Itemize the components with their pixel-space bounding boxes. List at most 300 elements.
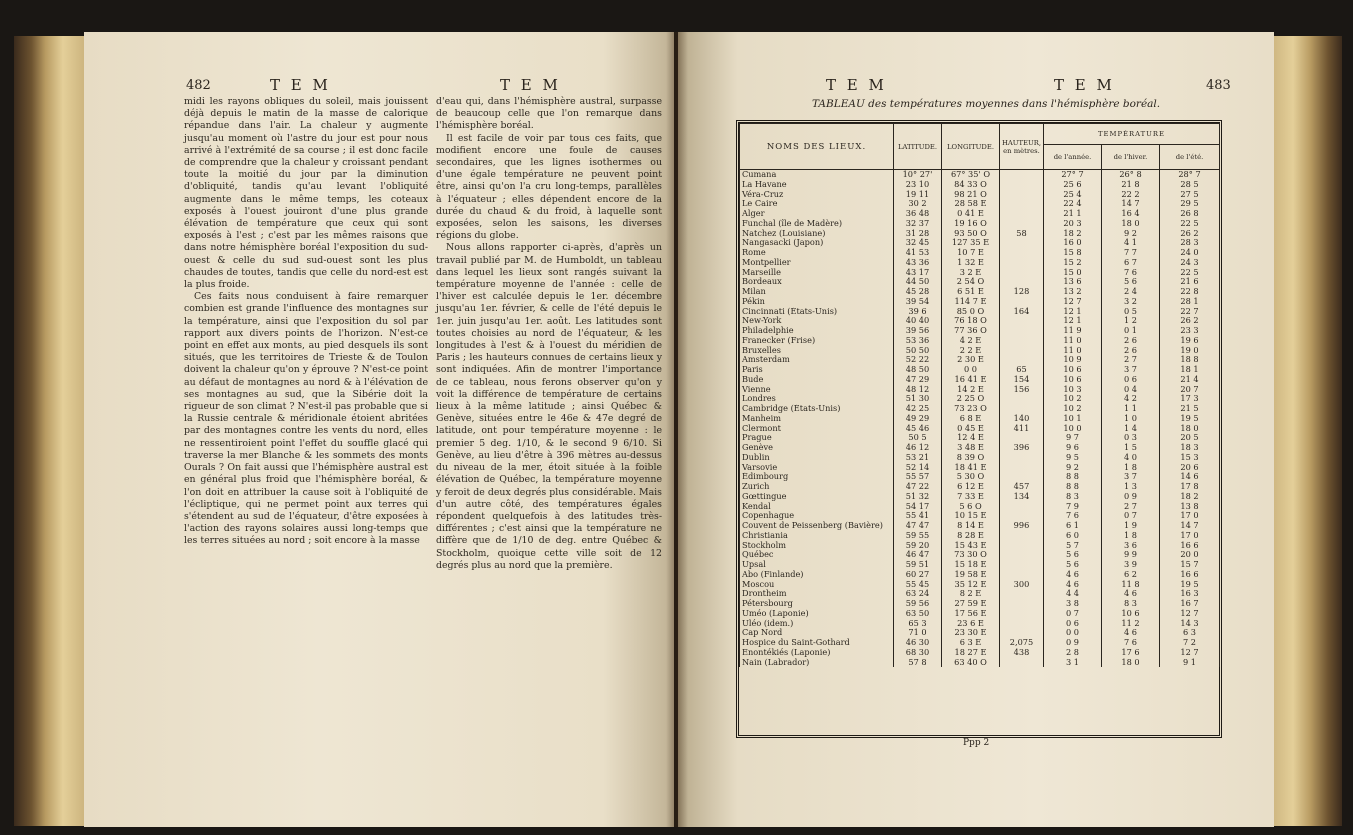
place-name-cell: Enontékiés (Laponie) bbox=[740, 648, 894, 658]
table-row bbox=[740, 297, 1220, 307]
temp-winter-cell: 0 1 bbox=[1102, 326, 1160, 336]
temp-winter-cell: 3 2 bbox=[1102, 297, 1160, 307]
table-row bbox=[740, 355, 1220, 365]
table-row bbox=[740, 209, 1220, 219]
temp-year-cell: 9 7 bbox=[1044, 433, 1102, 443]
table-row bbox=[740, 190, 1220, 200]
temp-winter-cell: 7 7 bbox=[1102, 248, 1160, 258]
temp-winter-cell: 0 9 bbox=[1102, 492, 1160, 502]
table-row bbox=[740, 453, 1220, 463]
temp-year-cell: 0 6 bbox=[1044, 619, 1102, 629]
temp-summer-cell: 14 3 bbox=[1160, 619, 1220, 629]
longitude-cell: 15 18 E bbox=[942, 560, 1000, 570]
place-name-cell: Montpellier bbox=[740, 258, 894, 268]
latitude-cell: 47 47 bbox=[894, 521, 942, 531]
place-name-cell: Cambridge (États-Unis) bbox=[740, 404, 894, 414]
temp-year-cell: 15 0 bbox=[1044, 268, 1102, 278]
latitude-cell: 53 36 bbox=[894, 336, 942, 346]
longitude-cell: 18 41 E bbox=[942, 463, 1000, 473]
latitude-cell: 49 29 bbox=[894, 414, 942, 424]
table-row bbox=[740, 424, 1220, 434]
latitude-cell: 45 28 bbox=[894, 287, 942, 297]
temp-winter-cell: 2 6 bbox=[1102, 346, 1160, 356]
temp-summer-cell: 18 1 bbox=[1160, 365, 1220, 375]
place-name-cell: Pékin bbox=[740, 297, 894, 307]
temp-summer-cell: 17 8 bbox=[1160, 482, 1220, 492]
table-row bbox=[740, 433, 1220, 443]
temp-year-cell: 10 0 bbox=[1044, 424, 1102, 434]
temp-year-cell: 5 6 bbox=[1044, 550, 1102, 560]
height-cell bbox=[1000, 628, 1044, 638]
place-name-cell: Uléo (idem.) bbox=[740, 619, 894, 629]
place-name-cell: Québec bbox=[740, 550, 894, 560]
longitude-cell: 17 56 E bbox=[942, 609, 1000, 619]
temp-winter-cell: 4 0 bbox=[1102, 453, 1160, 463]
temp-winter-cell: 18 0 bbox=[1102, 219, 1160, 229]
temp-year-cell: 15 8 bbox=[1044, 248, 1102, 258]
temp-year-cell: 7 6 bbox=[1044, 511, 1102, 521]
temp-year-cell: 10 2 bbox=[1044, 394, 1102, 404]
page-number-right: 483 bbox=[1206, 78, 1231, 93]
latitude-cell: 53 21 bbox=[894, 453, 942, 463]
temp-year-cell: 11 0 bbox=[1044, 336, 1102, 346]
running-head-left-2: T E M bbox=[500, 76, 561, 94]
latitude-cell: 59 51 bbox=[894, 560, 942, 570]
place-name-cell: Bude bbox=[740, 375, 894, 385]
height-cell bbox=[1000, 453, 1044, 463]
place-name-cell: Stockholm bbox=[740, 541, 894, 551]
latitude-cell: 51 30 bbox=[894, 394, 942, 404]
height-cell: 154 bbox=[1000, 375, 1044, 385]
temp-winter-cell: 1 5 bbox=[1102, 443, 1160, 453]
temperature-table bbox=[739, 123, 1220, 667]
temp-summer-cell: 12 7 bbox=[1160, 609, 1220, 619]
height-cell: 58 bbox=[1000, 229, 1044, 239]
place-name-cell: Moscou bbox=[740, 580, 894, 590]
place-name-cell: Le Caire bbox=[740, 199, 894, 209]
latitude-cell: 19 11 bbox=[894, 190, 942, 200]
latitude-cell: 55 45 bbox=[894, 580, 942, 590]
table-row bbox=[740, 277, 1220, 287]
height-cell bbox=[1000, 394, 1044, 404]
longitude-cell: 4 2 E bbox=[942, 336, 1000, 346]
latitude-cell: 57 8 bbox=[894, 658, 942, 668]
height-cell bbox=[1000, 531, 1044, 541]
table-row bbox=[740, 619, 1220, 629]
latitude-cell: 39 54 bbox=[894, 297, 942, 307]
temp-summer-cell: 17 0 bbox=[1160, 531, 1220, 541]
header-annee: de l'année. bbox=[1044, 145, 1102, 170]
place-name-cell: Genève bbox=[740, 443, 894, 453]
table-row bbox=[740, 326, 1220, 336]
book-gutter bbox=[666, 32, 688, 827]
longitude-cell: 73 30 O bbox=[942, 550, 1000, 560]
height-cell bbox=[1000, 404, 1044, 414]
latitude-cell: 52 14 bbox=[894, 463, 942, 473]
temp-winter-cell: 1 0 bbox=[1102, 414, 1160, 424]
header-temperature: TEMPÉRATURE bbox=[1044, 124, 1220, 145]
place-name-cell: Funchal (île de Madère) bbox=[740, 219, 894, 229]
longitude-cell: 2 2 E bbox=[942, 346, 1000, 356]
temp-year-cell: 10 6 bbox=[1044, 375, 1102, 385]
temp-summer-cell: 13 8 bbox=[1160, 502, 1220, 512]
temp-year-cell: 8 8 bbox=[1044, 482, 1102, 492]
place-name-cell: Nain (Labrador) bbox=[740, 658, 894, 668]
temp-winter-cell: 2 4 bbox=[1102, 287, 1160, 297]
temp-year-cell: 13 2 bbox=[1044, 287, 1102, 297]
table-body bbox=[740, 170, 1220, 668]
table-row bbox=[740, 170, 1220, 180]
temp-summer-cell: 24 3 bbox=[1160, 258, 1220, 268]
longitude-cell: 2 54 O bbox=[942, 277, 1000, 287]
temp-year-cell: 12 1 bbox=[1044, 307, 1102, 317]
temperature-table-frame bbox=[736, 120, 1222, 738]
running-head-left-1: T E M bbox=[270, 76, 331, 94]
longitude-cell: 76 18 O bbox=[942, 316, 1000, 326]
temp-winter-cell: 4 2 bbox=[1102, 394, 1160, 404]
place-name-cell: Copenhague bbox=[740, 511, 894, 521]
temp-year-cell: 6 1 bbox=[1044, 521, 1102, 531]
temp-year-cell: 10 9 bbox=[1044, 355, 1102, 365]
temp-summer-cell: 15 7 bbox=[1160, 560, 1220, 570]
place-name-cell: Kendal bbox=[740, 502, 894, 512]
temp-winter-cell: 3 7 bbox=[1102, 472, 1160, 482]
height-cell: 411 bbox=[1000, 424, 1044, 434]
temp-year-cell: 9 6 bbox=[1044, 443, 1102, 453]
height-cell bbox=[1000, 336, 1044, 346]
temp-year-cell: 10 3 bbox=[1044, 385, 1102, 395]
table-row bbox=[740, 472, 1220, 482]
temp-winter-cell: 18 0 bbox=[1102, 658, 1160, 668]
place-name-cell: Couvent de Peissenberg (Bavière) bbox=[740, 521, 894, 531]
header-longitude: LONGITUDE. bbox=[942, 124, 1000, 170]
height-cell bbox=[1000, 326, 1044, 336]
latitude-cell: 44 50 bbox=[894, 277, 942, 287]
temp-year-cell: 2 8 bbox=[1044, 648, 1102, 658]
temp-summer-cell: 18 8 bbox=[1160, 355, 1220, 365]
table-row bbox=[740, 180, 1220, 190]
latitude-cell: 50 5 bbox=[894, 433, 942, 443]
latitude-cell: 36 48 bbox=[894, 209, 942, 219]
temp-summer-cell: 26 2 bbox=[1160, 229, 1220, 239]
temp-winter-cell: 8 3 bbox=[1102, 599, 1160, 609]
height-cell bbox=[1000, 609, 1044, 619]
height-cell: 996 bbox=[1000, 521, 1044, 531]
table-row bbox=[740, 238, 1220, 248]
height-cell bbox=[1000, 433, 1044, 443]
temp-winter-cell: 2 7 bbox=[1102, 502, 1160, 512]
height-cell bbox=[1000, 619, 1044, 629]
temp-winter-cell: 14 7 bbox=[1102, 199, 1160, 209]
temp-summer-cell: 14 6 bbox=[1160, 472, 1220, 482]
temp-summer-cell: 16 3 bbox=[1160, 589, 1220, 599]
temp-summer-cell: 22 7 bbox=[1160, 307, 1220, 317]
latitude-cell: 55 41 bbox=[894, 511, 942, 521]
temp-year-cell: 11 9 bbox=[1044, 326, 1102, 336]
height-cell bbox=[1000, 472, 1044, 482]
temp-summer-cell: 18 3 bbox=[1160, 443, 1220, 453]
height-cell: 128 bbox=[1000, 287, 1044, 297]
latitude-cell: 46 47 bbox=[894, 550, 942, 560]
page-number-left: 482 bbox=[186, 78, 211, 93]
latitude-cell: 31 28 bbox=[894, 229, 942, 239]
place-name-cell: New-York bbox=[740, 316, 894, 326]
latitude-cell: 46 30 bbox=[894, 638, 942, 648]
place-name-cell: Gœttingue bbox=[740, 492, 894, 502]
temp-year-cell: 25 4 bbox=[1044, 190, 1102, 200]
temp-summer-cell: 28 1 bbox=[1160, 297, 1220, 307]
longitude-cell: 93 50 O bbox=[942, 229, 1000, 239]
table-row bbox=[740, 346, 1220, 356]
temp-summer-cell: 21 6 bbox=[1160, 277, 1220, 287]
table-row bbox=[740, 394, 1220, 404]
longitude-cell: 12 4 E bbox=[942, 433, 1000, 443]
temp-winter-cell: 22 2 bbox=[1102, 190, 1160, 200]
table-row bbox=[740, 541, 1220, 551]
longitude-cell: 73 23 O bbox=[942, 404, 1000, 414]
temp-winter-cell: 1 3 bbox=[1102, 482, 1160, 492]
height-cell bbox=[1000, 248, 1044, 258]
temp-winter-cell: 4 6 bbox=[1102, 589, 1160, 599]
latitude-cell: 65 3 bbox=[894, 619, 942, 629]
table-row bbox=[740, 219, 1220, 229]
longitude-cell: 63 40 O bbox=[942, 658, 1000, 668]
longitude-cell: 8 28 E bbox=[942, 531, 1000, 541]
height-cell bbox=[1000, 511, 1044, 521]
latitude-cell: 47 29 bbox=[894, 375, 942, 385]
temp-summer-cell: 14 7 bbox=[1160, 521, 1220, 531]
latitude-cell: 48 50 bbox=[894, 365, 942, 375]
temp-year-cell: 25 6 bbox=[1044, 180, 1102, 190]
longitude-cell: 6 12 E bbox=[942, 482, 1000, 492]
running-head-right-1: T E M bbox=[826, 76, 887, 94]
table-row bbox=[740, 648, 1220, 658]
table-row bbox=[740, 258, 1220, 268]
longitude-cell: 18 27 E bbox=[942, 648, 1000, 658]
longitude-cell: 77 36 O bbox=[942, 326, 1000, 336]
temp-winter-cell: 3 7 bbox=[1102, 365, 1160, 375]
temp-winter-cell: 0 6 bbox=[1102, 375, 1160, 385]
temp-summer-cell: 18 0 bbox=[1160, 424, 1220, 434]
place-name-cell: Cumana bbox=[740, 170, 894, 180]
header-latitude: LATITUDE. bbox=[894, 124, 942, 170]
height-cell bbox=[1000, 297, 1044, 307]
height-cell bbox=[1000, 268, 1044, 278]
temp-year-cell: 9 2 bbox=[1044, 463, 1102, 473]
height-cell bbox=[1000, 190, 1044, 200]
table-row bbox=[740, 658, 1220, 668]
temp-year-cell: 3 8 bbox=[1044, 599, 1102, 609]
temp-summer-cell: 29 5 bbox=[1160, 199, 1220, 209]
height-cell: 300 bbox=[1000, 580, 1044, 590]
longitude-cell: 98 21 O bbox=[942, 190, 1000, 200]
longitude-cell: 2 30 E bbox=[942, 355, 1000, 365]
longitude-cell: 10 15 E bbox=[942, 511, 1000, 521]
table-row bbox=[740, 336, 1220, 346]
longitude-cell: 23 30 E bbox=[942, 628, 1000, 638]
longitude-cell: 0 0 bbox=[942, 365, 1000, 375]
temp-year-cell: 7 9 bbox=[1044, 502, 1102, 512]
table-row bbox=[740, 492, 1220, 502]
latitude-cell: 42 25 bbox=[894, 404, 942, 414]
temp-summer-cell: 15 3 bbox=[1160, 453, 1220, 463]
height-cell: 65 bbox=[1000, 365, 1044, 375]
height-cell bbox=[1000, 570, 1044, 580]
header-ete: de l'été. bbox=[1160, 145, 1220, 170]
longitude-cell: 1 32 E bbox=[942, 258, 1000, 268]
temp-winter-cell: 2 7 bbox=[1102, 355, 1160, 365]
table-row bbox=[740, 560, 1220, 570]
temp-summer-cell: 20 5 bbox=[1160, 433, 1220, 443]
temp-summer-cell: 20 6 bbox=[1160, 463, 1220, 473]
place-name-cell: Cincinnati (États-Unis) bbox=[740, 307, 894, 317]
place-name-cell: Varsovie bbox=[740, 463, 894, 473]
latitude-cell: 52 22 bbox=[894, 355, 942, 365]
place-name-cell: Christiania bbox=[740, 531, 894, 541]
temp-year-cell: 21 1 bbox=[1044, 209, 1102, 219]
height-cell: 156 bbox=[1000, 385, 1044, 395]
longitude-cell: 85 0 O bbox=[942, 307, 1000, 317]
left-page bbox=[84, 32, 674, 827]
temp-winter-cell: 2 6 bbox=[1102, 336, 1160, 346]
height-cell bbox=[1000, 658, 1044, 668]
table-row bbox=[740, 385, 1220, 395]
temp-summer-cell: 20 0 bbox=[1160, 550, 1220, 560]
temp-winter-cell: 1 2 bbox=[1102, 316, 1160, 326]
temp-winter-cell: 1 8 bbox=[1102, 531, 1160, 541]
latitude-cell: 54 17 bbox=[894, 502, 942, 512]
place-name-cell: Bordeaux bbox=[740, 277, 894, 287]
height-cell bbox=[1000, 589, 1044, 599]
height-cell: 2,075 bbox=[1000, 638, 1044, 648]
latitude-cell: 47 22 bbox=[894, 482, 942, 492]
latitude-cell: 43 17 bbox=[894, 268, 942, 278]
temp-winter-cell: 7 6 bbox=[1102, 268, 1160, 278]
temp-summer-cell: 28 5 bbox=[1160, 180, 1220, 190]
temp-winter-cell: 16 4 bbox=[1102, 209, 1160, 219]
latitude-cell: 68 30 bbox=[894, 648, 942, 658]
longitude-cell: 84 33 O bbox=[942, 180, 1000, 190]
table-row bbox=[740, 404, 1220, 414]
temp-winter-cell: 1 1 bbox=[1102, 404, 1160, 414]
temp-summer-cell: 18 2 bbox=[1160, 492, 1220, 502]
height-cell bbox=[1000, 355, 1044, 365]
longitude-cell: 114 7 E bbox=[942, 297, 1000, 307]
table-row bbox=[740, 414, 1220, 424]
temp-winter-cell: 4 6 bbox=[1102, 628, 1160, 638]
longitude-cell: 19 58 E bbox=[942, 570, 1000, 580]
column-2-paragraph: Il est facile de voir par tous ces faits, que modifient encore une foule de causes secondaires, que les lignes isothermes ou d'une égale température ne peuvent point être, ainsi qu'on l'a cru long-temps, parallèles à l'équateur ; elles dépendent encore de la durée du chaud & du froid, à laquelle sont exposées, selon les saisons, les diverses régions du globe. bbox=[436, 132, 662, 242]
latitude-cell: 63 24 bbox=[894, 589, 942, 599]
height-cell: 140 bbox=[1000, 414, 1044, 424]
latitude-cell: 60 27 bbox=[894, 570, 942, 580]
temp-year-cell: 8 8 bbox=[1044, 472, 1102, 482]
place-name-cell: Abo (Finlande) bbox=[740, 570, 894, 580]
temp-year-cell: 4 6 bbox=[1044, 570, 1102, 580]
longitude-cell: 6 3 E bbox=[942, 638, 1000, 648]
temp-year-cell: 0 9 bbox=[1044, 638, 1102, 648]
temp-year-cell: 0 0 bbox=[1044, 628, 1102, 638]
longitude-cell: 67° 35' O bbox=[942, 170, 1000, 180]
latitude-cell: 10° 27' bbox=[894, 170, 942, 180]
height-cell: 396 bbox=[1000, 443, 1044, 453]
temp-year-cell: 20 3 bbox=[1044, 219, 1102, 229]
table-row bbox=[740, 580, 1220, 590]
place-name-cell: Uméo (Laponie) bbox=[740, 609, 894, 619]
longitude-cell: 3 48 E bbox=[942, 443, 1000, 453]
temp-summer-cell: 6 3 bbox=[1160, 628, 1220, 638]
longitude-cell: 7 33 E bbox=[942, 492, 1000, 502]
temp-summer-cell: 28 3 bbox=[1160, 238, 1220, 248]
table-row bbox=[740, 550, 1220, 560]
temp-winter-cell: 3 6 bbox=[1102, 541, 1160, 551]
temp-summer-cell: 22 5 bbox=[1160, 268, 1220, 278]
temp-summer-cell: 26 2 bbox=[1160, 316, 1220, 326]
temp-year-cell: 12 7 bbox=[1044, 297, 1102, 307]
temp-winter-cell: 17 6 bbox=[1102, 648, 1160, 658]
temp-summer-cell: 26 8 bbox=[1160, 209, 1220, 219]
table-row bbox=[740, 365, 1220, 375]
height-cell bbox=[1000, 550, 1044, 560]
latitude-cell: 23 10 bbox=[894, 180, 942, 190]
place-name-cell: Cap Nord bbox=[740, 628, 894, 638]
right-page bbox=[678, 32, 1274, 827]
height-cell bbox=[1000, 346, 1044, 356]
longitude-cell: 8 2 E bbox=[942, 589, 1000, 599]
longitude-cell: 6 8 E bbox=[942, 414, 1000, 424]
temp-summer-cell: 22 8 bbox=[1160, 287, 1220, 297]
temp-year-cell: 3 1 bbox=[1044, 658, 1102, 668]
longitude-cell: 0 41 E bbox=[942, 209, 1000, 219]
column-2-paragraph: Nous allons rapporter ci-après, d'après un travail publié par M. de Humboldt, un tableau dans lequel les lieux sont rangés suivant la température moyenne de l'année : celle de l'hiver est calculée depuis le 1er. décembre jusqu'au 1er. février, & celle de l'été depuis le 1er. juin jusqu'au 1er. août. Les latitudes sont toutes choisies au nord de l'équateur, & les longitudes à l'est & à l'ouest du méridien de Paris ; les hauteurs connues de certains lieux y sont indiquées. Afin de montrer l'importance de ce tableau, nous ferons observer qu'on y voit la différence de température de certains lieux à la même latitude ; ainsi Québec & Genève, situées entre le 46e & 47e degré de latitude, ont pour température moyenne : le premier 5 deg. 1/10, & le second 9 6/10. Si Genève, au lieu d'être à 396 mètres au-dessus du niveau de la mer, étoit située à la foible élévation de Québec, la température moyenne y feroit de deux degrés plus considérable. Mais d'un autre côté, des températures égales répondent quelquefois à des latitudes très-différentes ; c'est ainsi que la température ne diffère que de 1/10 de deg. entre Québec & Stockholm, quoique cette ville soit de 12 degrés plus au nord que la première. bbox=[436, 242, 662, 571]
temp-summer-cell: 9 1 bbox=[1160, 658, 1220, 668]
temp-year-cell: 10 1 bbox=[1044, 414, 1102, 424]
temp-year-cell: 0 7 bbox=[1044, 609, 1102, 619]
place-name-cell: Zurich bbox=[740, 482, 894, 492]
table-row bbox=[740, 482, 1220, 492]
text-column-2 bbox=[436, 96, 662, 572]
longitude-cell: 10 7 E bbox=[942, 248, 1000, 258]
table-row bbox=[740, 287, 1220, 297]
height-cell bbox=[1000, 199, 1044, 209]
temp-winter-cell: 0 3 bbox=[1102, 433, 1160, 443]
place-name-cell: Natchez (Louisiane) bbox=[740, 229, 894, 239]
temp-summer-cell: 19 5 bbox=[1160, 414, 1220, 424]
temp-summer-cell: 16 6 bbox=[1160, 541, 1220, 551]
height-cell: 457 bbox=[1000, 482, 1044, 492]
place-name-cell: Rome bbox=[740, 248, 894, 258]
temp-summer-cell: 19 6 bbox=[1160, 336, 1220, 346]
latitude-cell: 59 55 bbox=[894, 531, 942, 541]
temp-year-cell: 22 4 bbox=[1044, 199, 1102, 209]
longitude-cell: 19 16 O bbox=[942, 219, 1000, 229]
temp-winter-cell: 3 9 bbox=[1102, 560, 1160, 570]
signature-mark: Ppp 2 bbox=[963, 738, 990, 748]
latitude-cell: 43 36 bbox=[894, 258, 942, 268]
height-cell bbox=[1000, 170, 1044, 180]
place-name-cell: Pétersbourg bbox=[740, 599, 894, 609]
temp-summer-cell: 17 0 bbox=[1160, 511, 1220, 521]
temp-winter-cell: 5 6 bbox=[1102, 277, 1160, 287]
longitude-cell: 35 12 E bbox=[942, 580, 1000, 590]
header-hiver: de l'hiver. bbox=[1102, 145, 1160, 170]
temp-winter-cell: 4 1 bbox=[1102, 238, 1160, 248]
height-cell bbox=[1000, 277, 1044, 287]
latitude-cell: 63 50 bbox=[894, 609, 942, 619]
table-row bbox=[740, 511, 1220, 521]
latitude-cell: 51 32 bbox=[894, 492, 942, 502]
temp-winter-cell: 6 2 bbox=[1102, 570, 1160, 580]
